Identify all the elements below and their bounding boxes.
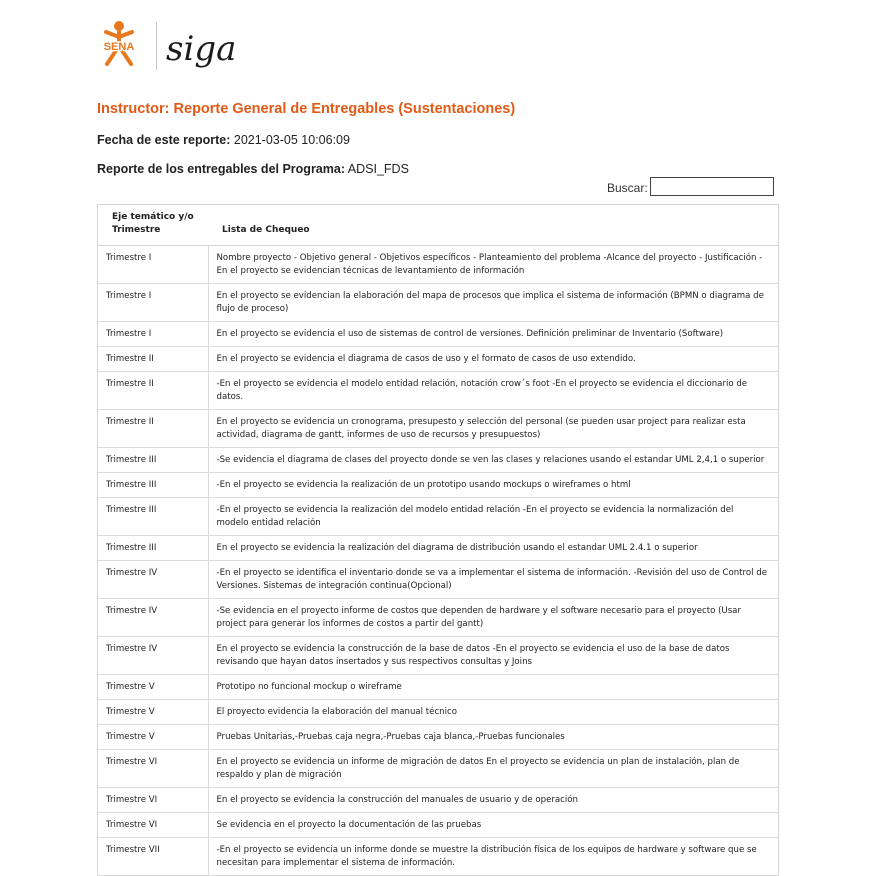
cell-trimestre: Trimestre II — [98, 346, 208, 371]
cell-lista: En el proyecto se evidencia un cronograma, presupesto y selección del personal (se pueden usar project para realizar esta actividad, diagrama de gantt, informes de uso de recursos y presupuestos) — [208, 409, 778, 447]
cell-lista: -En el proyecto se evidencia la realización de un prototipo usando mockups o wireframes o html — [208, 472, 778, 497]
cell-lista: En el proyecto se evidencia el diagrama de casos de uso y el formato de casos de uso extendido. — [208, 346, 778, 371]
page-title: Instructor: Reporte General de Entregables (Sustentaciones) — [97, 101, 516, 117]
cell-trimestre: Trimestre VI — [98, 812, 208, 837]
table-row — [98, 837, 778, 875]
cell-trimestre: Trimestre IV — [98, 560, 208, 598]
table-header-row — [98, 205, 778, 245]
cell-lista: En el proyecto se evidencia el uso de sistemas de control de versiones. Definición preliminar de Inventario (Software) — [208, 321, 778, 346]
table-row — [98, 674, 778, 699]
table-row — [98, 560, 778, 598]
report-program-value: ADSI_FDS — [347, 162, 409, 176]
table-row — [98, 812, 778, 837]
cell-lista: El proyecto evidencia la elaboración del manual técnico — [208, 699, 778, 724]
cell-lista: En el proyecto se evidencia la construcción de la base de datos -En el proyecto se evidencia el uso de la base de datos revisando que hayan datos insertados y sus respectivos consultas y Joins — [208, 636, 778, 674]
checklist-table-container — [97, 204, 779, 876]
table-row — [98, 497, 778, 535]
cell-trimestre: Trimestre III — [98, 497, 208, 535]
svg-text:siga: siga — [166, 29, 237, 69]
table-row — [98, 346, 778, 371]
table-row — [98, 724, 778, 749]
cell-trimestre: Trimestre I — [98, 283, 208, 321]
cell-lista: Se evidencia en el proyecto la documentación de las pruebas — [208, 812, 778, 837]
cell-trimestre: Trimestre III — [98, 447, 208, 472]
header-logos — [92, 20, 292, 72]
cell-lista: -Se evidencia el diagrama de clases del proyecto donde se ven las clases y relaciones usando el estandar UML 2,4,1 o superior — [208, 447, 778, 472]
cell-trimestre: Trimestre I — [98, 245, 208, 283]
table-row — [98, 636, 778, 674]
cell-trimestre: Trimestre VII — [98, 837, 208, 875]
table-row — [98, 472, 778, 497]
cell-trimestre: Trimestre IV — [98, 636, 208, 674]
report-date-label: Fecha de este reporte: — [97, 133, 231, 147]
cell-trimestre: Trimestre III — [98, 472, 208, 497]
report-date — [97, 133, 350, 147]
cell-trimestre: Trimestre I — [98, 321, 208, 346]
table-row — [98, 749, 778, 787]
table-row — [98, 699, 778, 724]
table-row — [98, 321, 778, 346]
table-row — [98, 283, 778, 321]
cell-lista: En el proyecto se evidencia un informe de migración de datos En el proyecto se evidencia un plan de instalación, plan de respaldo y plan de migración — [208, 749, 778, 787]
logo-divider — [156, 22, 157, 70]
cell-trimestre: Trimestre V — [98, 699, 208, 724]
report-program — [97, 162, 409, 176]
cell-trimestre: Trimestre II — [98, 371, 208, 409]
table-row — [98, 535, 778, 560]
cell-lista: En el proyecto se evidencia la construcción del manuales de usuario y de operación — [208, 787, 778, 812]
table-row — [98, 371, 778, 409]
cell-trimestre: Trimestre V — [98, 674, 208, 699]
cell-lista: -En el proyecto se evidencia la realización del modelo entidad relación -En el proyecto se evidencia la normalización del modelo entidad relación — [208, 497, 778, 535]
siga-logo — [164, 20, 254, 72]
report-date-value: 2021-03-05 10:06:09 — [233, 133, 350, 147]
cell-trimestre: Trimestre VI — [98, 787, 208, 812]
table-row — [98, 245, 778, 283]
cell-trimestre: Trimestre VI — [98, 749, 208, 787]
column-header-trimestre[interactable]: Eje temático y/o Trimestre — [98, 205, 208, 245]
cell-lista: En el proyecto se evidencia la realización del diagrama de distribución usando el estandar UML 2.4.1 o superior — [208, 535, 778, 560]
table-row — [98, 787, 778, 812]
cell-lista: -En el proyecto se evidencia el modelo entidad relación, notación crow´s foot -En el proyecto se evidencia el diccionario de datos. — [208, 371, 778, 409]
cell-trimestre: Trimestre II — [98, 409, 208, 447]
table-row — [98, 598, 778, 636]
search-input[interactable] — [650, 177, 774, 196]
table-row — [98, 409, 778, 447]
cell-lista: -En el proyecto se identifica el inventario donde se va a implementar el sistema de información. -Revisión del uso de Control de Versiones. Sistemas de integración continua(Opcional) — [208, 560, 778, 598]
cell-lista: Prototipo no funcional mockup o wireframe — [208, 674, 778, 699]
cell-trimestre: Trimestre V — [98, 724, 208, 749]
sena-logo — [92, 20, 146, 72]
checklist-table — [98, 205, 778, 876]
cell-lista: Nombre proyecto - Objetivo general - Objetivos específicos - Planteamiento del problema -Alcance del proyecto - Justificación - En el proyecto se evidencian técnicas de levantamiento de información — [208, 245, 778, 283]
cell-trimestre: Trimestre IV — [98, 598, 208, 636]
cell-trimestre: Trimestre III — [98, 535, 208, 560]
report-program-label: Reporte de los entregables del Programa: — [97, 162, 345, 176]
search-label: Buscar: — [607, 181, 648, 195]
table-row — [98, 447, 778, 472]
cell-lista: En el proyecto se evidencian la elaboración del mapa de procesos que implica el sistema de información (BPMN o diagrama de flujo de proceso) — [208, 283, 778, 321]
cell-lista: -En el proyecto se evidencia un informe donde se muestre la distribución física de los equipos de hardware y software que se necesitan para implementar el sistema de información. — [208, 837, 778, 875]
cell-lista: -Se evidencia en el proyecto informe de costos que dependen de hardware y el software necesario para el proyecto (Usar project para generar los informes de costos a partir del gantt) — [208, 598, 778, 636]
column-header-lista[interactable]: Lista de Chequeo — [208, 205, 778, 245]
svg-text:SENA: SENA — [103, 41, 135, 53]
cell-lista: Pruebas Unitarias,-Pruebas caja negra,-Pruebas caja blanca,-Pruebas funcionales — [208, 724, 778, 749]
